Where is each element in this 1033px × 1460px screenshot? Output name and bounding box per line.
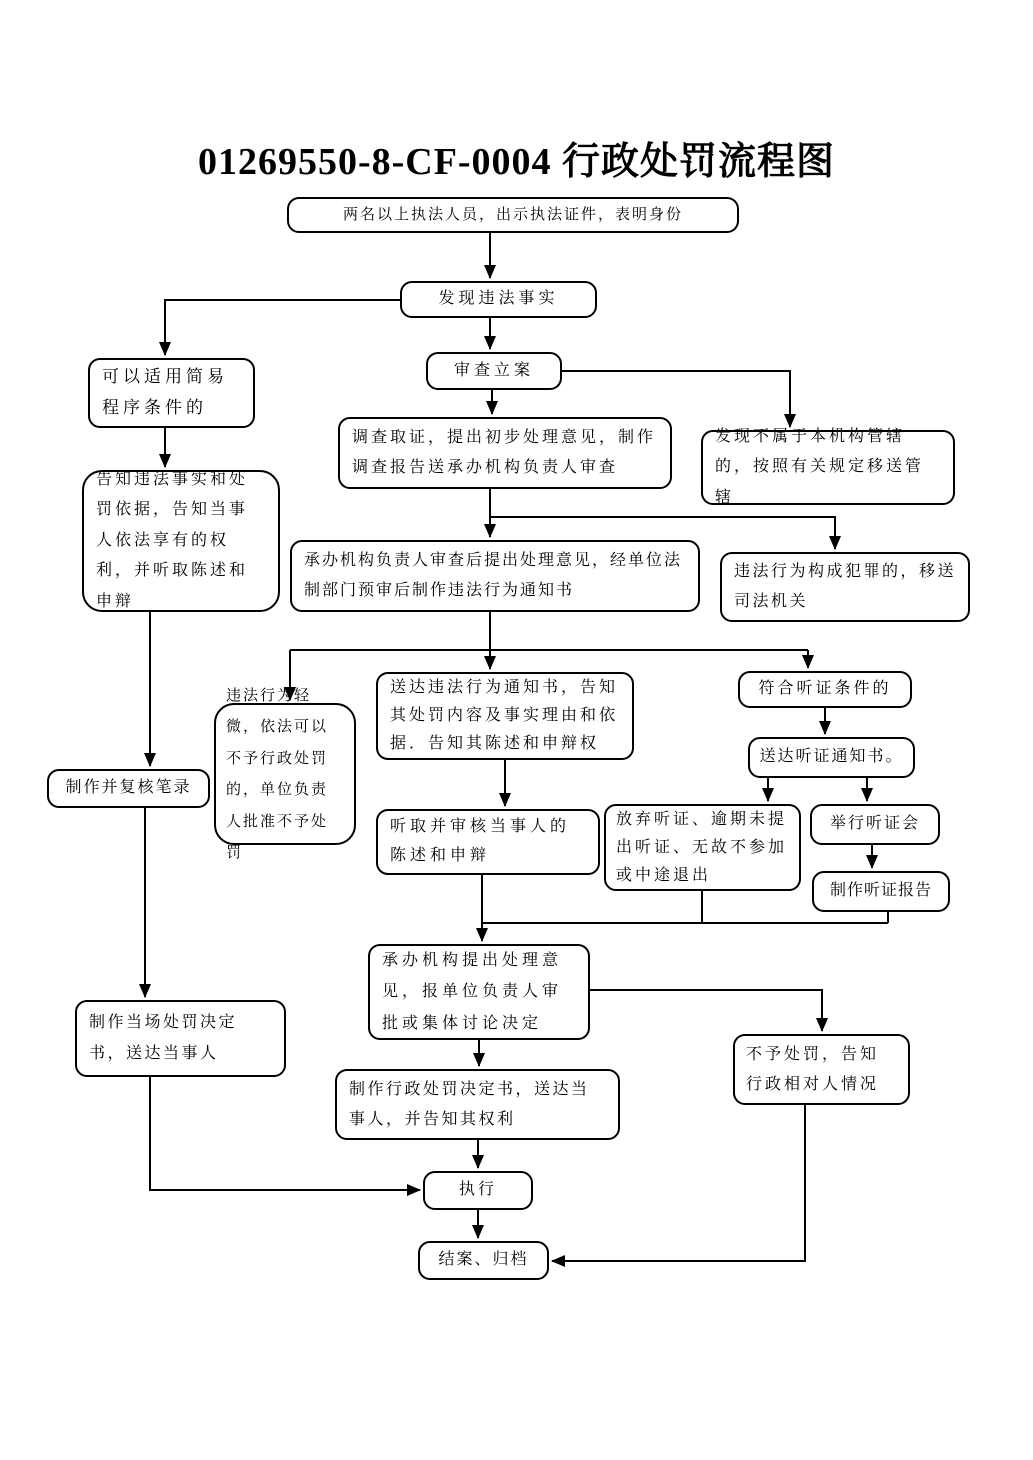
node-inform-rights: 告知违法事实和处罚依据，告知当事人依法享有的权利，并听取陈述和申辩 — [82, 470, 280, 612]
node-simple-procedure: 可以适用简易程序条件的 — [88, 358, 255, 428]
node-propose-decision: 承办机构提出处理意见，报单位负责人审批或集体讨论决定 — [368, 944, 590, 1040]
node-hold-hearing: 举行听证会 — [810, 804, 940, 845]
node-onsite-decision: 制作当场处罚决定书，送达当事人 — [75, 1000, 286, 1077]
node-not-jurisdiction: 发现不属于本机构管辖的，按照有关规定移送管辖 — [701, 430, 955, 505]
node-discover: 发现违法事实 — [400, 281, 597, 318]
node-review-notice: 承办机构负责人审查后提出处理意见，经单位法制部门预审后制作违法行为通知书 — [290, 540, 700, 612]
node-no-penalty: 不予处罚，告知行政相对人情况 — [733, 1034, 910, 1105]
node-waive-hearing: 放弃听证、逾期未提出听证、无故不参加或中途退出 — [604, 804, 801, 891]
connector-discover-simple — [165, 300, 400, 355]
node-deliver-notice: 送达违法行为通知书，告知其处罚内容及事实理由和依据．告知其陈述和申辩权 — [376, 672, 634, 760]
node-crime-transfer: 违法行为构成犯罪的，移送司法机关 — [720, 552, 970, 622]
node-minor-violation: 违法行为轻微，依法可以不予行政处罚的，单位负责人批准不予处罚 — [214, 703, 356, 845]
node-identify: 两名以上执法人员，出示执法证件，表明身份 — [287, 197, 739, 233]
page-title: 01269550-8-CF-0004 行政处罚流程图 — [197, 141, 836, 183]
node-listen-review: 听取并审核当事人的陈述和申辩 — [376, 809, 600, 875]
node-hearing-condition: 符合听证条件的 — [738, 671, 912, 708]
node-execute: 执行 — [423, 1171, 533, 1210]
node-hearing-report: 制作听证报告 — [812, 871, 950, 912]
connector-propose-nopenalty — [590, 990, 822, 1031]
node-close-case: 结案、归档 — [418, 1241, 549, 1280]
node-penalty-decision: 制作行政处罚决定书，送达当事人，并告知其权利 — [335, 1069, 620, 1140]
node-make-record: 制作并复核笔录 — [47, 769, 210, 808]
node-file-case: 审查立案 — [426, 352, 562, 390]
node-hearing-notice: 送达听证通知书。 — [748, 737, 915, 778]
node-investigate: 调查取证，提出初步处理意见，制作调查报告送承办机构负责人审查 — [338, 417, 672, 489]
